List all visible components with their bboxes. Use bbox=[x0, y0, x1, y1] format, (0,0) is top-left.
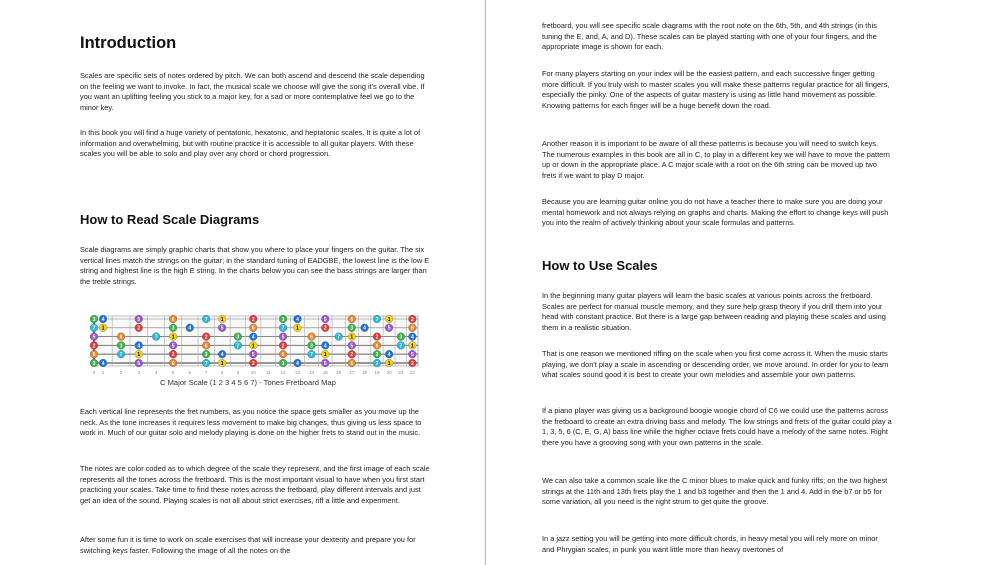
scale-note-label: 3 bbox=[281, 360, 285, 367]
scale-note-label: 6 bbox=[350, 360, 354, 367]
scale-note-label: 4 bbox=[137, 343, 141, 350]
read-diagrams-heading: How to Read Scale Diagrams bbox=[80, 212, 260, 227]
scale-note-label: 1 bbox=[171, 334, 175, 341]
scale-note-label: 1 bbox=[410, 343, 414, 350]
fret-number-label: 18 bbox=[361, 370, 368, 375]
scale-note-label: 3 bbox=[171, 325, 175, 332]
fret-number-label: 15 bbox=[322, 370, 328, 375]
scale-note-label: 3 bbox=[92, 360, 96, 367]
scale-note-label: 1 bbox=[350, 334, 354, 341]
scale-note-label: 6 bbox=[350, 316, 354, 323]
fret-number-label: 5 bbox=[171, 370, 175, 375]
right-paragraph-9: In a jazz setting you will be getting into more difficult chords, in heavy metal you will rely more on minor and Phrygian scales, in punk you want little more than heavy overtones of bbox=[542, 534, 878, 554]
fret-number-label: 2 bbox=[119, 370, 123, 375]
scale-note-label: 4 bbox=[387, 352, 391, 359]
scale-note-label: 2 bbox=[171, 352, 175, 359]
scale-note-label: 7 bbox=[92, 325, 96, 332]
fret-number-label: 10 bbox=[250, 370, 256, 375]
scale-note-label: 2 bbox=[350, 352, 354, 359]
diagram-caption: C Major Scale (1 2 3 4 5 6 7) - Tones Fretboard Map bbox=[160, 378, 336, 387]
scale-note-label: 5 bbox=[323, 316, 327, 323]
scale-note-label: 6 bbox=[410, 325, 414, 332]
fret-number-label: 22 bbox=[409, 370, 415, 375]
right-paragraph-5: In the beginning many guitar players will learn the basic scales at various points across the fretboard. Scales are perfect for manual muscle memory, and they sure help grasp theory if you drill them into your head with constant practice. But there is a large gap between reading and playing these scales and using them in a realistic situation. bbox=[542, 291, 886, 332]
read-diagrams-paragraph-1: Scale diagrams are simply graphic charts that show you where to place your fingers on the guitar. The six vertical lines match the strings on the guitar; in the standard tuning of EADGBE, the lowest line is the low E string and highest line is the high E string. In the charts below you can see the bass strings are larger than the treble strings. bbox=[80, 245, 430, 286]
scale-note-label: 6 bbox=[171, 360, 175, 367]
scale-note-label: 7 bbox=[119, 352, 123, 359]
scale-note-label: 4 bbox=[188, 325, 192, 332]
scale-note-label: 7 bbox=[236, 343, 240, 350]
scale-note-label: 2 bbox=[375, 334, 379, 341]
right-paragraph-4: Because you are learning guitar online you do not have a teacher there to make sure you are doing your mental homework and not always relying on graphs and charts. Making the effort to change keys will push you into the realm of actively thinking about your scale formulas and patterns. bbox=[542, 197, 889, 228]
scale-note-label: 1 bbox=[323, 352, 327, 359]
scale-note-label: 3 bbox=[350, 325, 354, 332]
scale-note-label: 2 bbox=[251, 360, 255, 367]
scale-note-label: 4 bbox=[101, 360, 105, 367]
scale-note-label: 2 bbox=[410, 316, 414, 323]
scale-note-label: 6 bbox=[375, 343, 379, 350]
fret-number-label: 16 bbox=[336, 370, 342, 375]
scale-note-label: 4 bbox=[410, 334, 414, 341]
left-page bbox=[80, 0, 430, 565]
scale-note-label: 1 bbox=[220, 316, 224, 323]
scale-note-label: 3 bbox=[204, 352, 208, 359]
scale-note-label: 7 bbox=[204, 360, 208, 367]
scale-note-label: 5 bbox=[171, 343, 175, 350]
scale-note-label: 4 bbox=[220, 352, 224, 359]
fretboard-diagram bbox=[86, 311, 426, 401]
scale-note-label: 4 bbox=[296, 316, 299, 323]
fret-number-label: 1 bbox=[101, 370, 105, 375]
scale-note-label: 5 bbox=[137, 316, 141, 323]
scale-note-label: 1 bbox=[296, 325, 299, 332]
fret-number-label: 11 bbox=[265, 370, 271, 375]
scale-note-label: 2 bbox=[204, 334, 208, 341]
fret-number-label: 9 bbox=[236, 370, 240, 375]
scale-note-label: 5 bbox=[387, 325, 391, 332]
scale-note-label: 1 bbox=[251, 343, 255, 350]
fret-number-label: 12 bbox=[280, 370, 286, 375]
use-scales-heading: How to Use Scales bbox=[542, 258, 658, 273]
scale-note-label: 2 bbox=[137, 325, 141, 332]
fretboard-svg bbox=[86, 311, 426, 381]
scale-note-label: 7 bbox=[375, 360, 379, 367]
scale-note-label: 2 bbox=[410, 360, 414, 367]
scale-note-label: 6 bbox=[171, 316, 175, 323]
scale-note-label: 5 bbox=[281, 334, 285, 341]
scale-note-label: 6 bbox=[310, 334, 313, 341]
scale-note-label: 3 bbox=[399, 334, 403, 341]
scale-note-label: 6 bbox=[119, 334, 123, 341]
scale-note-label: 6 bbox=[251, 325, 255, 332]
right-paragraph-8: We can also take a common scale like the C minor blues to make quick and funky riffs; on the two highest strings at the 11th and 13th frets play the 1 and b3 together and then the 1 and 4. Add in the b7 or b5 for some variation, all you need is the right strum to get quite the groove. bbox=[542, 476, 888, 507]
scale-note-label: 7 bbox=[204, 316, 208, 323]
scale-note-label: 4 bbox=[101, 316, 105, 323]
scale-note-label: 3 bbox=[310, 343, 313, 350]
scale-note-label: 1 bbox=[101, 325, 105, 332]
scale-note-label: 2 bbox=[281, 343, 285, 350]
scale-note-label: 1 bbox=[387, 316, 391, 323]
scale-note-label: 7 bbox=[154, 334, 158, 341]
scale-note-label: 6 bbox=[281, 352, 285, 359]
fret-number-label: 0 bbox=[92, 370, 96, 375]
right-paragraph-7: If a piano player was giving us a background boogie woogie chord of C6 we could use the patterns across the fretboard to create an extra driving bass and melody. The low strings and frets of the guitar could play a 1, 3, 5, 6 (C, E, G, A) bass line while the higher octave frets could have a melody of the same notes. Right there you have a grooving song with your own patterns in the scale. bbox=[542, 406, 892, 447]
scale-note-label: 1 bbox=[220, 360, 224, 367]
scale-note-label: 5 bbox=[220, 325, 224, 332]
scale-note-label: 7 bbox=[399, 343, 403, 350]
scale-note-label: 1 bbox=[137, 352, 141, 359]
scale-note-label: 2 bbox=[92, 343, 96, 350]
right-paragraph-1: fretboard, you will see specific scale diagrams with the root note on the 6th, 5th, and 4th strings (in this tuning the E, and, A, and D). These scales can be played starting with one of your four fingers, and the appropriate image is shown for each. bbox=[542, 21, 877, 52]
scale-note-label: 5 bbox=[251, 352, 255, 359]
scale-note-label: 3 bbox=[281, 316, 285, 323]
scale-note-label: 1 bbox=[387, 360, 391, 367]
scale-note-label: 3 bbox=[375, 352, 379, 359]
fret-number-label: 4 bbox=[154, 370, 158, 375]
fret-number-label: 6 bbox=[188, 370, 192, 375]
scale-note-label: 7 bbox=[281, 325, 285, 332]
fret-number-label: 3 bbox=[137, 370, 141, 375]
fret-number-label: 7 bbox=[204, 370, 208, 375]
scale-note-label: 4 bbox=[251, 334, 255, 341]
scale-note-label: 3 bbox=[119, 343, 123, 350]
fret-number-label: 21 bbox=[398, 370, 404, 375]
intro-paragraph-2: In this book you will find a huge variety of pentatonic, hexatonic, and heptatonic scales. It is quite a lot of information and overwhelming, but with routine practice it is accessible to all guitar players. With these scales you will be able to solo and play over any chord or chord progression. bbox=[80, 128, 421, 159]
scale-note-label: 3 bbox=[92, 316, 96, 323]
fret-number-label: 20 bbox=[386, 370, 392, 375]
page-divider bbox=[485, 0, 486, 565]
scale-note-label: 3 bbox=[236, 334, 240, 341]
scale-note-label: 4 bbox=[296, 360, 299, 367]
fret-number-label: 14 bbox=[308, 370, 315, 375]
scale-note-label: 7 bbox=[375, 316, 379, 323]
scale-note-label: 4 bbox=[323, 343, 327, 350]
fretboard-background bbox=[94, 316, 418, 366]
right-page bbox=[542, 0, 892, 565]
right-paragraph-2: For many players starting on your index will be the easiest pattern, and each successive finger getting more difficult. If you truly wish to master scales you will make these patterns regular practice for all fingers, especially the pinky. One of the aspects of guitar mastery is using as little hand movement as possible. Knowing patterns for each finger will be a huge benefit down the road. bbox=[542, 69, 890, 110]
scale-note-label: 6 bbox=[92, 352, 96, 359]
fret-number-label: 17 bbox=[349, 370, 355, 375]
scale-note-label: 2 bbox=[251, 316, 255, 323]
scale-note-label: 5 bbox=[137, 360, 141, 367]
read-diagrams-paragraph-3: The notes are color coded as to which degree of the scale they represent, and the first image of each scale represents all the tones across the fretboard. This is the most important visual to have when you first start practicing your scales. Take time to find these notes across the fretboard, play different intervals and just get an idea of the sound. Playing scales is not all about strict exercises, riff a little and experiment. bbox=[80, 464, 430, 505]
scale-note-label: 5 bbox=[350, 343, 354, 350]
scale-note-label: 2 bbox=[323, 325, 327, 332]
right-paragraph-6: That is one reason we mentioned riffing on the scale when you first come across it. When the music starts playing, we don't play a scale in ascending or descending order, we move around. In order for you to learn what scales sound good it is best to create your own melodies and assemble your own patterns. bbox=[542, 349, 889, 380]
intro-paragraph-1: Scales are specific sets of notes ordered by pitch. We can both ascend and descend the scale depending on the feeling we want to invoke. In fact, the musical scale we choose will give the song it's overall vibe. If you want an uplifting feeling you stick to a major key, for a sad or more contemplative feel we go to the minor key. bbox=[80, 71, 425, 112]
scale-note-label: 4 bbox=[363, 325, 366, 332]
introduction-heading: Introduction bbox=[80, 34, 177, 52]
right-paragraph-3: Another reason it is important to be aware of all these patterns is because you will need to switch keys. The numerous examples in this book are all in C, to play in a different key we will have to move the pattern up or down in the appropriate place. A C major scale with a root on the 6th string can be moved up two frets if we want to play D major. bbox=[542, 139, 890, 180]
read-diagrams-paragraph-4: After some fun it is time to work on scale exercises that will increase your dexterity and prepare you for switching keys faster. Following the image of all the notes on the bbox=[80, 535, 416, 555]
scale-note-label: 7 bbox=[337, 334, 341, 341]
scale-note-label: 5 bbox=[323, 360, 327, 367]
scale-note-label: 7 bbox=[310, 352, 313, 359]
scale-note-label: 5 bbox=[92, 334, 96, 341]
scale-note-label: 5 bbox=[410, 352, 414, 359]
fret-number-label: 8 bbox=[220, 370, 224, 375]
fret-number-label: 13 bbox=[294, 370, 301, 375]
fret-number-label: 19 bbox=[374, 370, 380, 375]
scale-note-label: 6 bbox=[204, 343, 208, 350]
read-diagrams-paragraph-2: Each vertical line represents the fret numbers, as you notice the space gets smaller as you move up the neck. As the tone increases it requires less movement to make big changes, thus giving us less space to work in. Much of our guitar solo and melody playing is done on the higher frets to stand out in the music. bbox=[80, 407, 422, 438]
